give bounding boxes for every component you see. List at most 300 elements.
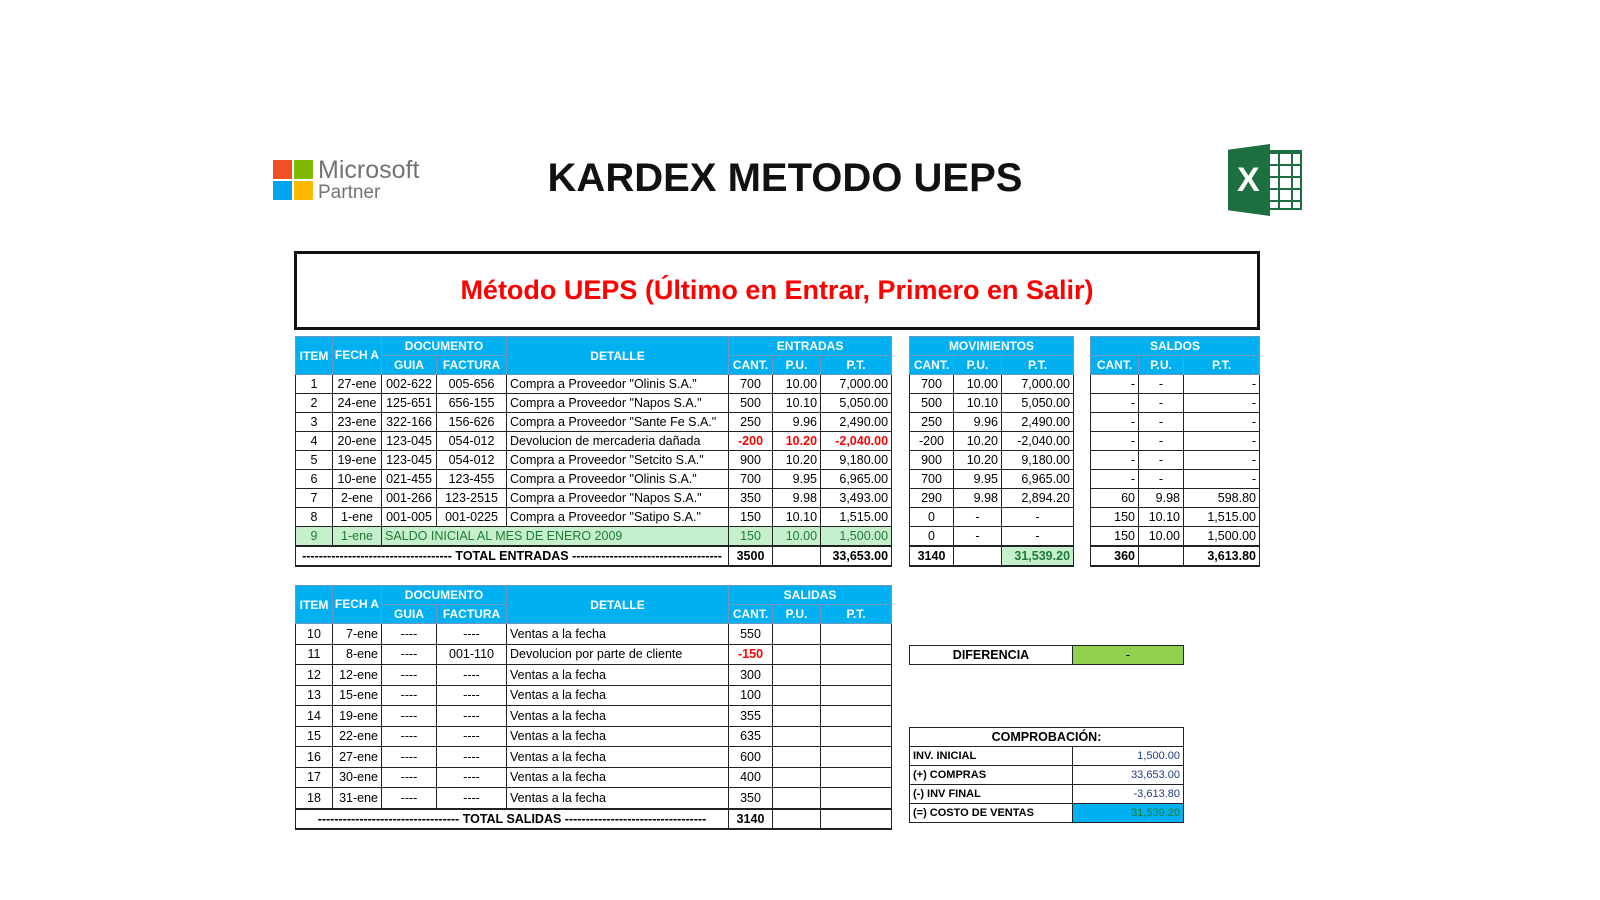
cell: 350 [729,489,773,508]
table-row [1091,508,1260,527]
table-row [296,726,892,747]
cell: 001-266 [382,489,437,508]
col-pu: P.U. [773,356,821,375]
cell: 10-ene [333,470,382,489]
cell: 250 [910,413,954,432]
cell: ---- [382,665,437,686]
cell [1139,546,1184,566]
cell: 14 [296,706,333,727]
total-movimientos-pt: 31,539.20 [1002,546,1074,566]
cell: - [1091,432,1139,451]
table-row [910,766,1184,785]
cell: 3,493.00 [821,489,892,508]
col-cant: CANT. [729,605,773,624]
movimientos-table [909,336,1074,567]
page-title: KARDEX METODO UEPS [547,156,1023,200]
cell: 1,500.00 [821,527,892,547]
cell: ---- [437,685,507,706]
col-detalle: DETALLE [507,337,729,375]
cell: 11 [296,644,333,665]
cell [821,767,892,788]
col-item: ITEM [296,586,333,624]
cell: 1 [296,375,333,394]
col-cant: CANT. [1091,356,1139,375]
comprobacion-value: 1,500.00 [1073,747,1184,766]
cell: 12-ene [333,665,382,686]
cell: 700 [910,375,954,394]
subtitle-box [294,251,1260,330]
cell: 9.98 [773,489,821,508]
table-row [296,527,892,547]
cell: 123-045 [382,451,437,470]
comprobacion-title: COMPROBACIÓN: [910,728,1184,747]
cell: 10.10 [954,394,1002,413]
table-row [296,685,892,706]
col-item: ITEM [296,337,333,375]
cell: - [1139,413,1184,432]
col-guia: GUIA [382,356,437,375]
cell: 8-ene [333,644,382,665]
cell: 1,515.00 [1184,508,1260,527]
cell [821,747,892,768]
cell: - [1139,451,1184,470]
comprobacion-value: 31,539.20 [1073,804,1184,823]
cell: 10.20 [773,451,821,470]
cell: - [1184,470,1260,489]
cell: ---- [437,767,507,788]
cell: 7,000.00 [821,375,892,394]
cell: 355 [729,706,773,727]
cell: 400 [729,767,773,788]
cell: - [1139,375,1184,394]
cell [821,624,892,645]
comprobacion-label: INV. INICIAL [910,747,1073,766]
table-row [910,394,1074,413]
cell: Compra a Proveedor "Napos S.A." [507,489,729,508]
table-row [296,809,892,829]
table-row [1091,413,1260,432]
cell: - [1184,413,1260,432]
cell [821,644,892,665]
cell: ---- [382,706,437,727]
cell: 27-ene [333,747,382,768]
cell: 300 [729,665,773,686]
cell: 10.20 [954,451,1002,470]
col-pu: P.U. [1139,356,1184,375]
cell: 250 [729,413,773,432]
cell: ---- [437,624,507,645]
cell: 7-ene [333,624,382,645]
cell: 10.10 [773,394,821,413]
cell: 10.00 [1139,527,1184,547]
cell [821,809,892,829]
cell: Devolucion de mercaderia dañada [507,432,729,451]
cell: ---- [437,665,507,686]
cell: 13 [296,685,333,706]
cell [773,546,821,566]
cell: -150 [729,644,773,665]
cell: - [954,527,1002,547]
cell: 5,050.00 [1002,394,1074,413]
col-guia: GUIA [382,605,437,624]
cell: -2,040.00 [821,432,892,451]
cell [773,809,821,829]
col-documento: DOCUMENTO [382,586,507,605]
cell: 19-ene [333,706,382,727]
cell: 150 [729,508,773,527]
cell: 123-2515 [437,489,507,508]
cell: - [1091,375,1139,394]
cell: Ventas a la fecha [507,767,729,788]
cell: 18 [296,788,333,809]
total-entradas-cant: 3500 [729,546,773,566]
cell [821,726,892,747]
cell: 9,180.00 [821,451,892,470]
col-saldos: SALDOS [1091,337,1260,356]
table-row [296,432,892,451]
cell: 16 [296,747,333,768]
table-row [296,394,892,413]
table-row [1091,432,1260,451]
col-pt: P.T. [1184,356,1260,375]
cell: - [1184,375,1260,394]
cell [773,747,821,768]
cell: 598.80 [1184,489,1260,508]
cell: ---- [382,726,437,747]
cell [773,706,821,727]
cell [773,624,821,645]
table-row [910,470,1074,489]
cell: 10.00 [773,375,821,394]
table-row [296,624,892,645]
cell: 17 [296,767,333,788]
cell: - [954,508,1002,527]
comprobacion-value: 33,653.00 [1073,766,1184,785]
cell: Compra a Proveedor "Setcito S.A." [507,451,729,470]
cell [821,706,892,727]
cell: Ventas a la fecha [507,788,729,809]
cell: -200 [729,432,773,451]
cell: 10.20 [773,432,821,451]
cell: 12 [296,665,333,686]
cell: ---- [437,788,507,809]
cell: 054-012 [437,432,507,451]
cell: 3 [296,413,333,432]
cell: - [1091,394,1139,413]
logo-microsoft-text: Microsoft [318,156,420,184]
comprobacion-label: (-) INV FINAL [910,785,1073,804]
table-row [910,546,1074,566]
cell: 150 [1091,527,1139,547]
cell: 2 [296,394,333,413]
table-row [296,489,892,508]
cell: ---- [382,767,437,788]
cell: 021-455 [382,470,437,489]
cell: ---- [437,706,507,727]
comprobacion-value: -3,613.80 [1073,785,1184,804]
cell: 0 [910,527,954,547]
cell: 9.98 [954,489,1002,508]
cell: Ventas a la fecha [507,747,729,768]
cell: - [1091,413,1139,432]
microsoft-partner-logo [273,156,433,203]
cell: 10 [296,624,333,645]
cell [773,767,821,788]
cell: 290 [910,489,954,508]
total-saldos-pt: 3,613.80 [1184,546,1260,566]
cell: 156-626 [437,413,507,432]
cell [821,665,892,686]
cell: - [1002,508,1074,527]
cell: 700 [729,470,773,489]
total-salidas-label: ---------------------------------- TOTAL SALIDAS ---------------------------------- [296,809,729,829]
cell: 900 [729,451,773,470]
table-row [910,527,1074,547]
comprobacion-table [909,727,1184,823]
cell: 2,894.20 [1002,489,1074,508]
cell [773,726,821,747]
cell: 2,490.00 [821,413,892,432]
total-salidas-cant: 3140 [729,809,773,829]
table-row [296,644,892,665]
cell: -2,040.00 [1002,432,1074,451]
saldo-inicial-label: SALDO INICIAL AL MES DE ENERO 2009 [382,527,729,547]
table-row [910,489,1074,508]
table-row [1091,489,1260,508]
cell: 0 [910,508,954,527]
comprobacion-label: (=) COSTO DE VENTAS [910,804,1073,823]
cell: Ventas a la fecha [507,685,729,706]
cell: 10.10 [773,508,821,527]
table-row [296,767,892,788]
cell: 6,965.00 [1002,470,1074,489]
cell: 6,965.00 [821,470,892,489]
cell: 150 [729,527,773,547]
cell: - [1002,527,1074,547]
table-row [910,785,1184,804]
cell: 1,500.00 [1184,527,1260,547]
cell: Compra a Proveedor "Olinis S.A." [507,375,729,394]
cell: 360 [1091,546,1139,566]
cell: 150 [1091,508,1139,527]
cell: 123-455 [437,470,507,489]
table-row [910,432,1074,451]
cell [821,788,892,809]
cell: Compra a Proveedor "Napos S.A." [507,394,729,413]
cell: 700 [729,375,773,394]
cell: 1-ene [333,527,382,547]
cell: 054-012 [437,451,507,470]
cell: 5 [296,451,333,470]
cell: 9.95 [773,470,821,489]
table-row [1091,546,1260,566]
cell: 30-ene [333,767,382,788]
cell: 15-ene [333,685,382,706]
cell: 5,050.00 [821,394,892,413]
cell: 550 [729,624,773,645]
total-entradas-pt: 33,653.00 [821,546,892,566]
diferencia-table [909,645,1184,665]
cell [773,665,821,686]
col-cant: CANT. [729,356,773,375]
cell: 9 [296,527,333,547]
excel-icon: X [1228,144,1303,216]
entradas-table [295,336,892,567]
cell: Compra a Proveedor "Satipo S.A." [507,508,729,527]
comprobacion-label: (+) COMPRAS [910,766,1073,785]
cell: 2,490.00 [1002,413,1074,432]
cell: - [1139,470,1184,489]
table-row [296,508,892,527]
cell: 123-045 [382,432,437,451]
cell: Ventas a la fecha [507,706,729,727]
cell: 10.00 [954,375,1002,394]
cell: ---- [382,788,437,809]
cell: - [1139,394,1184,413]
salidas-table [295,585,892,830]
cell: 005-656 [437,375,507,394]
cell: 27-ene [333,375,382,394]
cell: 500 [729,394,773,413]
cell: ---- [437,747,507,768]
table-row [910,508,1074,527]
table-row [296,451,892,470]
total-entradas-label: ------------------------------------ TOTAL ENTRADAS ------------------------------------ [296,546,729,566]
cell: - [1139,432,1184,451]
cell: - [1184,394,1260,413]
table-row [296,747,892,768]
cell: 2-ene [333,489,382,508]
table-row [1091,527,1260,547]
cell: ---- [382,644,437,665]
cell: 6 [296,470,333,489]
col-salidas: SALIDAS [729,586,892,605]
cell: Devolucion por parte de cliente [507,644,729,665]
col-cant: CANT. [910,356,954,375]
col-documento: DOCUMENTO [382,337,507,356]
cell: 656-155 [437,394,507,413]
cell: 002-622 [382,375,437,394]
cell: 322-166 [382,413,437,432]
cell: Compra a Proveedor "Sante Fe S.A." [507,413,729,432]
cell: ---- [382,624,437,645]
col-detalle: DETALLE [507,586,729,624]
cell: 9.96 [954,413,1002,432]
table-row [910,451,1074,470]
cell: 3140 [910,546,954,566]
subtitle: Método UEPS (Último en Entrar, Primero en Salir) [460,275,1094,305]
microsoft-logo-icon [273,160,313,200]
col-pu: P.U. [954,356,1002,375]
cell: 500 [910,394,954,413]
cell: 635 [729,726,773,747]
table-row [296,470,892,489]
table-row [296,546,892,566]
cell: 7,000.00 [1002,375,1074,394]
cell: 600 [729,747,773,768]
logo-partner-text: Partner [318,182,381,203]
table-row [296,413,892,432]
cell: 9.98 [1139,489,1184,508]
col-entradas: ENTRADAS [729,337,892,356]
cell: - [1091,451,1139,470]
table-row [296,706,892,727]
cell: ---- [437,726,507,747]
cell: Ventas a la fecha [507,726,729,747]
table-row [910,747,1184,766]
cell: 10.00 [773,527,821,547]
col-pu: P.U. [773,605,821,624]
col-pt: P.T. [821,356,892,375]
cell: 15 [296,726,333,747]
cell: 23-ene [333,413,382,432]
cell: Compra a Proveedor "Olinis S.A." [507,470,729,489]
cell [954,546,1002,566]
cell: 125-651 [382,394,437,413]
cell: 700 [910,470,954,489]
saldos-table [1090,336,1260,567]
cell: 60 [1091,489,1139,508]
table-row [1091,375,1260,394]
cell: 1,515.00 [821,508,892,527]
cell: - [1184,451,1260,470]
diferencia-label: DIFERENCIA [910,646,1073,665]
table-row [910,375,1074,394]
table-row [296,788,892,809]
cell: 001-005 [382,508,437,527]
cell: 900 [910,451,954,470]
cell: Ventas a la fecha [507,624,729,645]
cell: 7 [296,489,333,508]
col-fecha: FECH A [333,586,382,624]
cell: - [1091,470,1139,489]
diferencia-value: - [1073,646,1184,665]
cell: 24-ene [333,394,382,413]
cell: 001-0225 [437,508,507,527]
cell: 100 [729,685,773,706]
col-factura: FACTURA [437,605,507,624]
cell: -200 [910,432,954,451]
cell: 31-ene [333,788,382,809]
cell: 19-ene [333,451,382,470]
cell: ---- [382,685,437,706]
col-pt: P.T. [1002,356,1074,375]
cell: 9.96 [773,413,821,432]
table-row [910,413,1074,432]
cell: 9.95 [954,470,1002,489]
cell: 8 [296,508,333,527]
cell: Ventas a la fecha [507,665,729,686]
col-fecha: FECH A [333,337,382,375]
cell [821,685,892,706]
col-movimientos: MOVIMIENTOS [910,337,1074,356]
cell: ---- [382,747,437,768]
table-row [1091,394,1260,413]
table-row [296,375,892,394]
cell: 9,180.00 [1002,451,1074,470]
col-factura: FACTURA [437,356,507,375]
cell: 20-ene [333,432,382,451]
cell: 10.10 [1139,508,1184,527]
cell [773,788,821,809]
cell: - [1184,432,1260,451]
cell: 22-ene [333,726,382,747]
cell: 10.20 [954,432,1002,451]
table-row [910,804,1184,823]
table-row [1091,451,1260,470]
table-row [1091,470,1260,489]
col-pt: P.T. [821,605,892,624]
